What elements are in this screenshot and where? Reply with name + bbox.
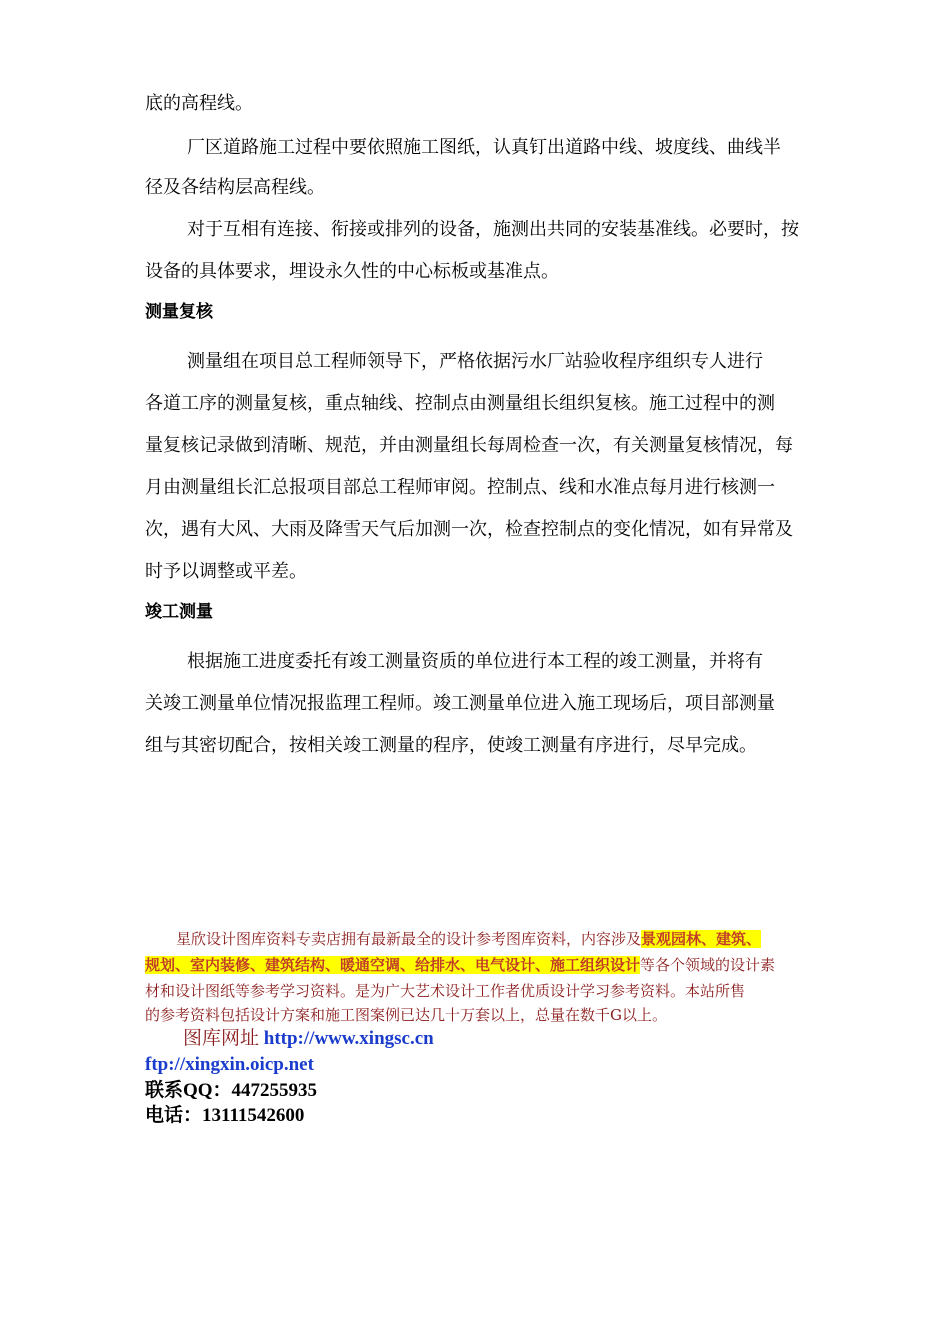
paragraph-line: 次，遇有大风、大雨及降雪天气后加测一次，检查控制点的变化情况，如有异常及 bbox=[145, 519, 793, 540]
ftp-link[interactable]: ftp://xingxin.oicp.net bbox=[145, 1054, 314, 1075]
qq-contact: 联系QQ：447255935 bbox=[145, 1080, 318, 1101]
paragraph-line: 测量组在项目总工程师领导下，严格依据污水厂站验收程序组织专人进行 bbox=[187, 351, 763, 372]
paragraph-line: 根据施工进度委托有竣工测量资质的单位进行本工程的竣工测量，并将有 bbox=[187, 651, 763, 672]
paragraph-line: 时予以调整或平差。 bbox=[145, 561, 307, 582]
promo-highlight: 景观园林、建筑、 bbox=[641, 930, 762, 948]
paragraph-line: 厂区道路施工过程中要依照施工图纸，认真钉出道路中线、坡度线、曲线半 bbox=[187, 137, 781, 158]
promo-text: 星欣设计图库资料专卖店拥有最新最全的设计参考图库资料，内容涉及 bbox=[176, 930, 642, 948]
promo-text: 等各个领域的设计素 bbox=[640, 956, 776, 974]
site-line bbox=[183, 1026, 434, 1052]
promo-line: 材和设计图纸等参考学习资料。是为广大艺术设计工作者优质设计学习参考资料。本站所售 bbox=[145, 982, 746, 1000]
paragraph-line: 月由测量组长汇总报项目部总工程师审阅。控制点、线和水准点每月进行核测一 bbox=[145, 477, 775, 498]
paragraph-line: 对于互相有连接、衔接或排列的设备，施测出共同的安装基准线。必要时，按 bbox=[187, 219, 799, 240]
paragraph-line: 组与其密切配合，按相关竣工测量的程序，使竣工测量有序进行，尽早完成。 bbox=[145, 735, 757, 756]
promo-line bbox=[176, 928, 761, 950]
paragraph-line: 设备的具体要求，埋设永久性的中心标板或基准点。 bbox=[145, 261, 559, 282]
paragraph-line: 关竣工测量单位情况报监理工程师。竣工测量单位进入施工现场后，项目部测量 bbox=[145, 693, 775, 714]
paragraph-line: 各道工序的测量复核，重点轴线、控制点由测量组长组织复核。施工过程中的测 bbox=[145, 393, 775, 414]
paragraph-line: 径及各结构层高程线。 bbox=[145, 177, 325, 198]
section-heading: 测量复核 bbox=[145, 302, 213, 322]
paragraph-line: 底的高程线。 bbox=[145, 93, 253, 114]
phone-contact: 电话：13111542600 bbox=[145, 1105, 305, 1126]
section-heading: 竣工测量 bbox=[145, 602, 213, 622]
paragraph-line: 量复核记录做到清晰、规范，并由测量组长每周检查一次，有关测量复核情况，每 bbox=[145, 435, 793, 456]
promo-line: 的参考资料包括设计方案和施工图案例已达几十万套以上，总量在数千G以上。 bbox=[145, 1006, 667, 1024]
promo-highlight: 规划、室内装修、建筑结构、暖通空调、给排水、电气设计、施工组织设计 bbox=[145, 956, 641, 974]
site-label: 图库网址 bbox=[183, 1028, 260, 1049]
promo-line bbox=[145, 954, 775, 976]
site-link[interactable]: http://www.xingsc.cn bbox=[263, 1028, 434, 1049]
